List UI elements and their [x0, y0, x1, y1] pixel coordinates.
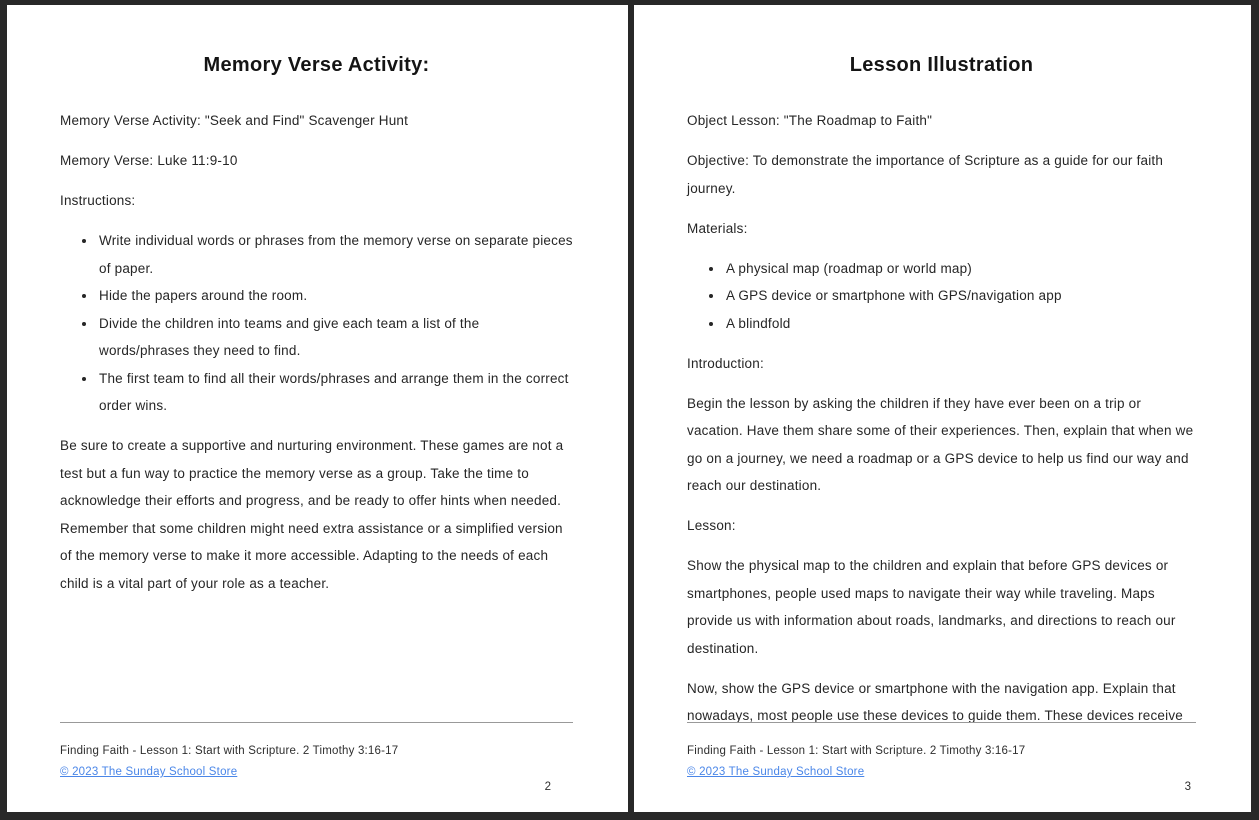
page-3-content: [634, 5, 1251, 730]
page-footer: [60, 722, 573, 793]
paragraph: Introduction:: [687, 355, 764, 371]
paragraph: Show the physical map to the children and explain that before GPS devices or smartphones, people used maps to navigate their way while traveling. Maps provide us with information about roads, landmarks, and directions to reach our destination.: [687, 558, 1176, 656]
page-footer: [687, 722, 1196, 793]
list-item: • Hide the papers around the room.: [97, 282, 573, 310]
paragraph: Lesson:: [687, 518, 736, 533]
list-item: • Divide the children into teams and give each team a list of the words/phrases they need to find.: [97, 310, 573, 365]
paragraph: Materials:: [687, 220, 748, 236]
footer-lesson-line: Finding Faith - Lesson 1: Start with Scripture. 2 Timothy 3:16-17: [60, 745, 399, 757]
list-item: • The first team to find all their words/phrases and arrange them in the correct order wins.: [97, 365, 573, 420]
list-item: • A physical map (roadmap or world map): [724, 255, 1196, 283]
document-page-3: [634, 5, 1251, 812]
document-page-2: [7, 5, 628, 812]
paragraph: Object Lesson: "The Roadmap to Faith": [687, 113, 933, 128]
page-2-content: [7, 5, 628, 597]
page-number: 3: [1184, 781, 1191, 793]
page-title: Lesson Illustration: [849, 54, 1034, 76]
footer-copyright-link[interactable]: © 2023 The Sunday School Store: [687, 766, 865, 778]
paragraph: Begin the lesson by asking the children if they have ever been on a trip or vacation. Have them share some of their experiences. Then, explain that when we go on a journey, we need a roadmap or a GPS device to help us find our way and reach our destination.: [687, 395, 1194, 493]
list-item: • A blindfold: [724, 310, 1196, 338]
bullet-list: [687, 255, 1196, 338]
paragraph: Objective: To demonstrate the importance of Scripture as a guide for our faith journey.: [687, 153, 1164, 196]
bullet-list: [60, 227, 573, 420]
footer-lesson-line: Finding Faith - Lesson 1: Start with Scripture. 2 Timothy 3:16-17: [687, 745, 1026, 757]
paragraph: Memory Verse Activity: "Seek and Find" Scavenger Hunt: [60, 113, 409, 128]
paragraph: Now, show the GPS device or smartphone with the navigation app. Explain that nowadays, most people use these devices to guide them. These devices receive: [687, 680, 1183, 723]
footer-copyright-link[interactable]: © 2023 The Sunday School Store: [60, 766, 238, 778]
list-item: • A GPS device or smartphone with GPS/navigation app: [724, 282, 1196, 310]
page-title: Memory Verse Activity:: [203, 54, 430, 76]
paragraph: Instructions:: [60, 193, 136, 208]
list-item: • Write individual words or phrases from the memory verse on separate pieces of paper.: [97, 227, 573, 282]
paragraph: Be sure to create a supportive and nurturing environment. These games are not a test but a fun way to practice the memory verse as a group. Take the time to acknowledge their efforts and progress, and be ready to offer hints when needed. Remember that some children might need extra assistance or a simplified version of the memory verse to make it more accessible. Adapting to the needs of each child is a vital part of your role as a teacher.: [60, 438, 564, 591]
paragraph: Memory Verse: Luke 11:9-10: [60, 153, 238, 168]
page-number: 2: [544, 781, 551, 793]
